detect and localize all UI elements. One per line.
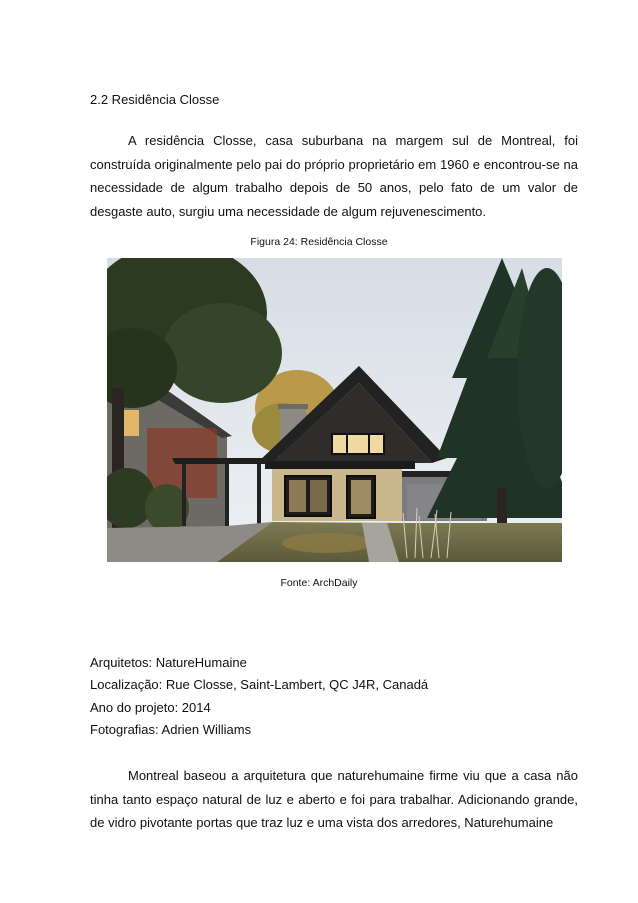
figure-caption: Figura 24: Residência Closse: [250, 236, 388, 248]
intro-paragraph: A residência Closse, casa suburbana na margem sul de Montreal, foi construída originalmente pelo pai do próprio proprietário em 1960 e encontrou-se na necessidade de algum trabalho depois de 50 anos, pelo fato de um valor de desgaste auto, surgiu uma necessidade de algum rejuvenescimento.: [90, 133, 578, 219]
section-heading: 2.2 Residência Closse: [90, 92, 220, 107]
project-details: [90, 652, 428, 741]
year-line: Ano do projeto: 2014: [90, 699, 211, 715]
residence-photo: [107, 258, 562, 562]
photographs-line: Fotografias: Adrien Williams: [90, 721, 252, 737]
figure-source: Fonte: ArchDaily: [280, 577, 358, 589]
body-paragraph: Montreal baseou a arquitetura que naturehumaine firme viu que a casa não tinha tanto espaço natural de luz e aberto e foi para trabalhar. Adicionando grande, de vidro pivotante portas que traz luz e uma vista dos arredores, Naturehumaine: [90, 768, 578, 830]
location-line: Localização: Rue Closse, Saint-Lambert, QC J4R, Canadá: [90, 677, 429, 693]
architects-line: Arquitetos: NatureHumaine: [90, 655, 247, 670]
